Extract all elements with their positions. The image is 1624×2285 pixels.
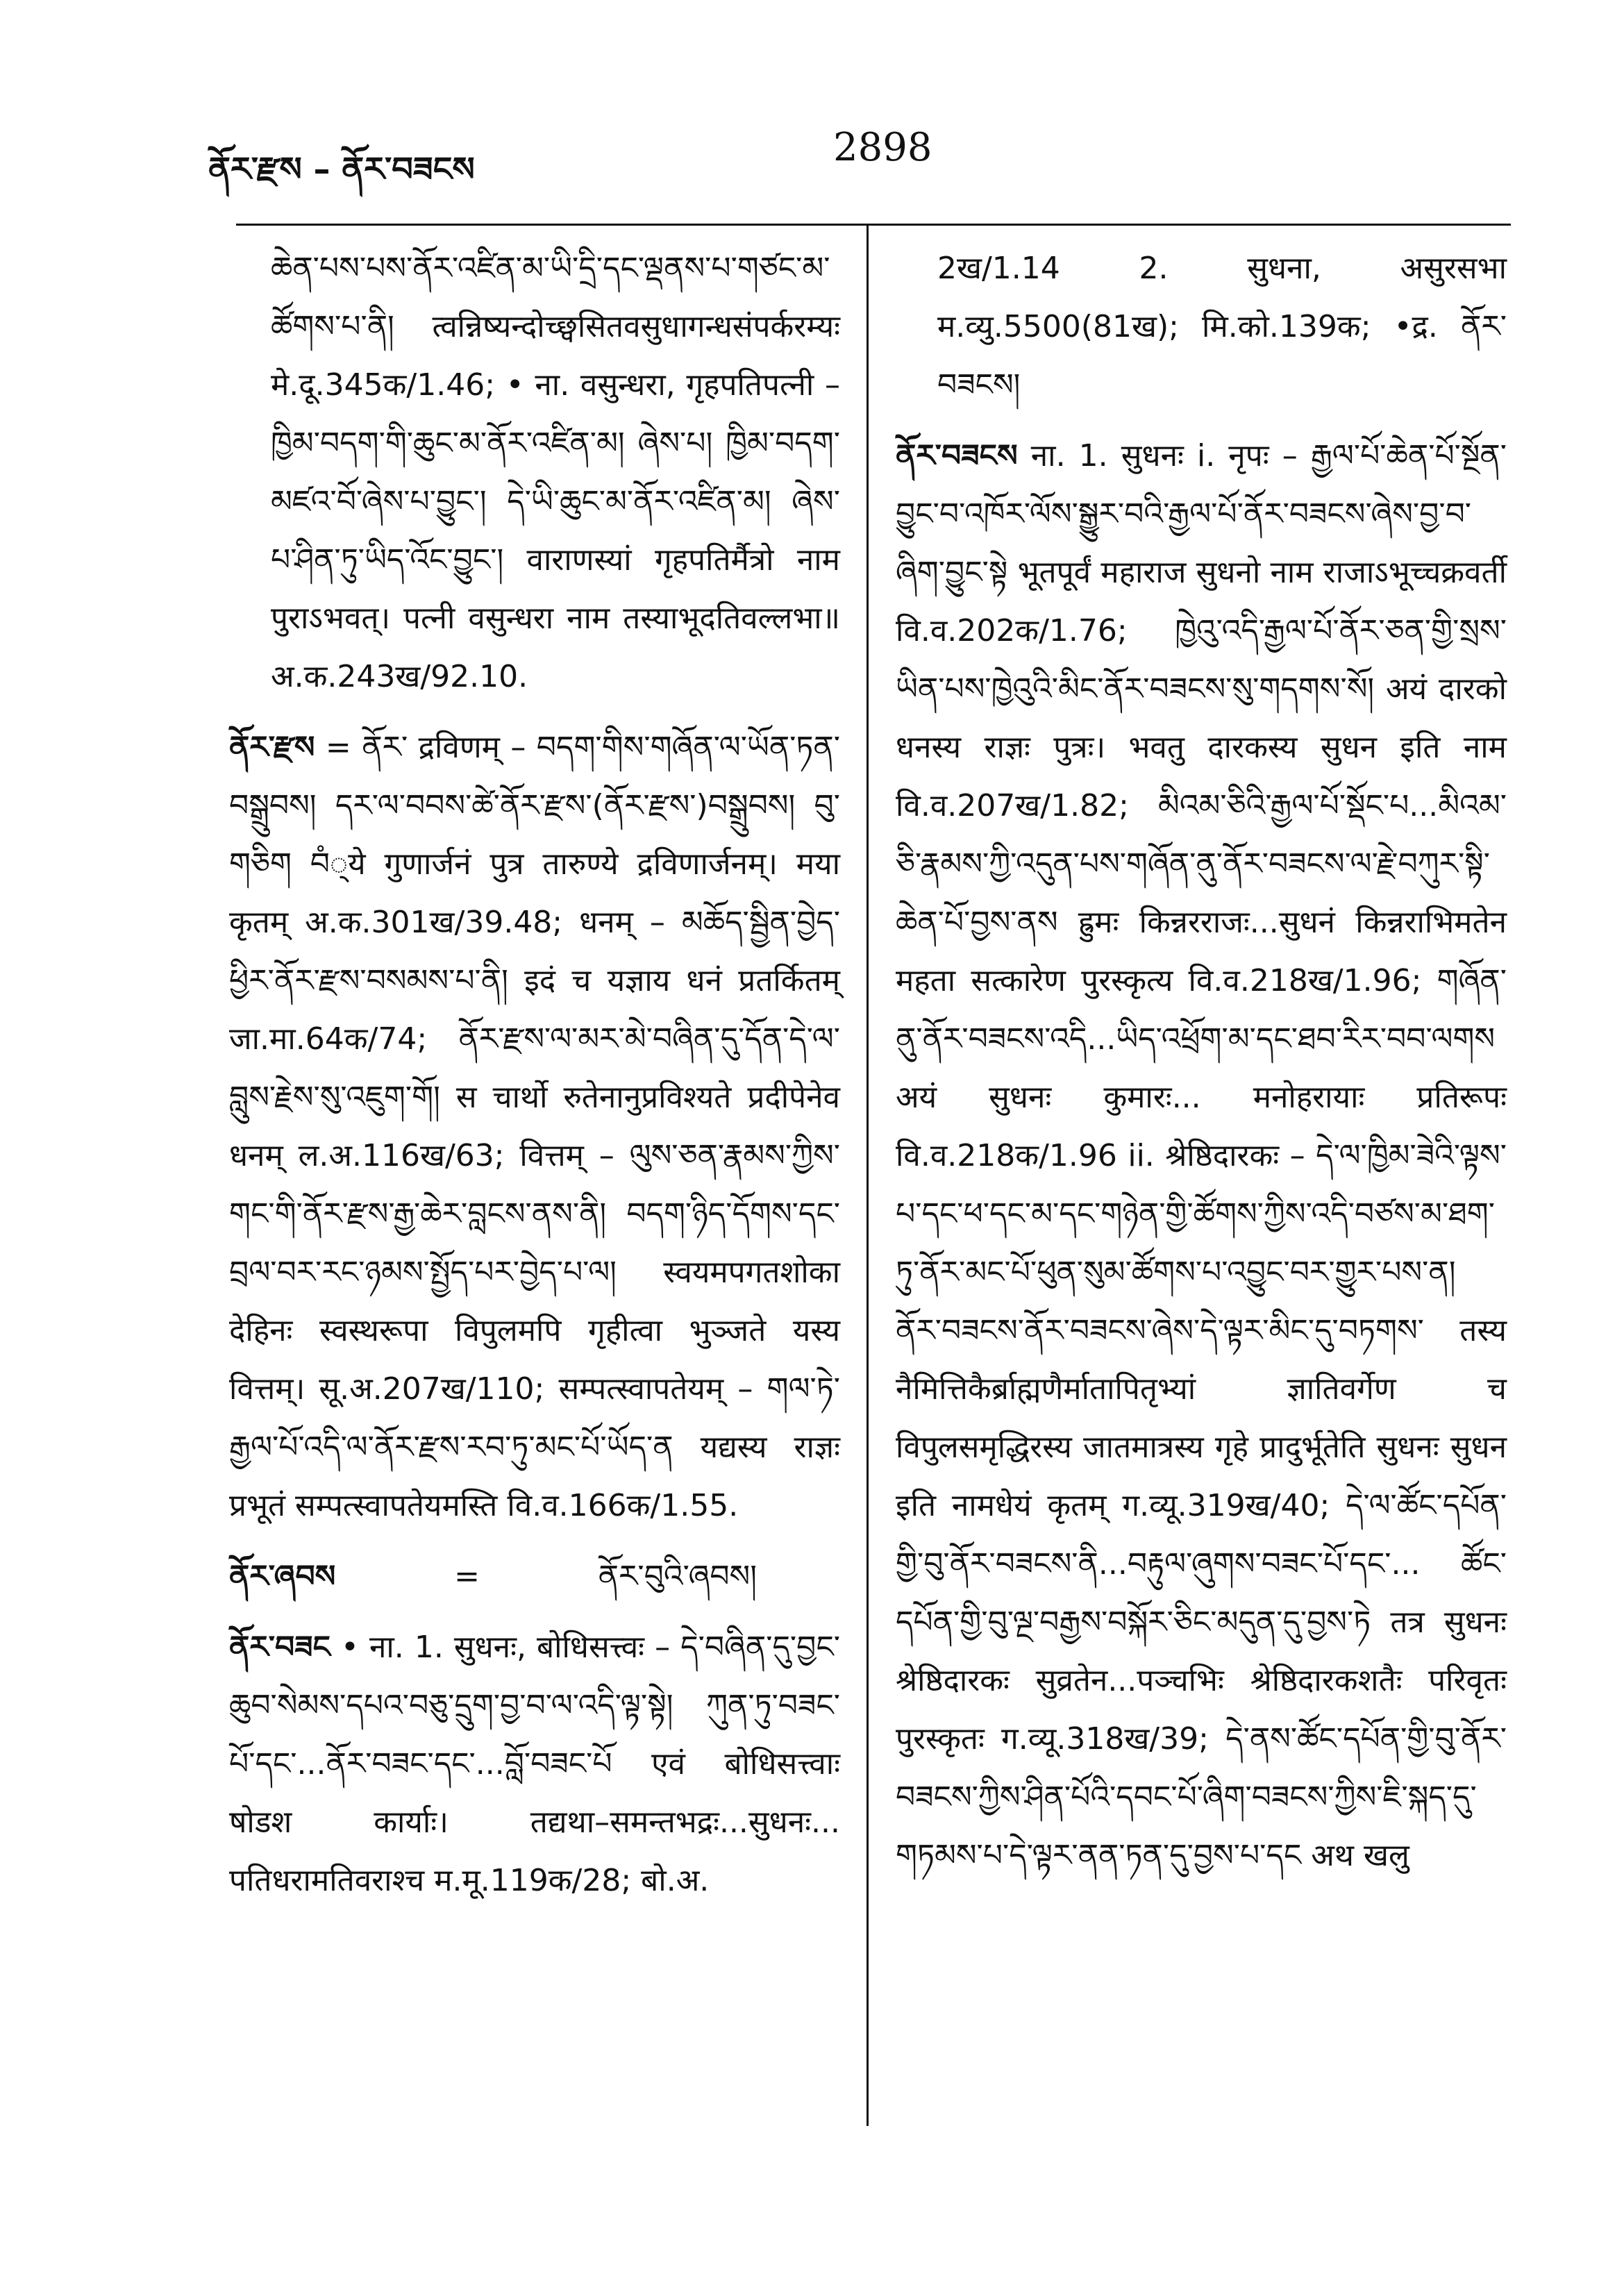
entry-headword: ནོར་བཟངས [896, 438, 1018, 474]
crossref-line [229, 1548, 757, 1606]
entry-headword: ནོར་བཟང [229, 1630, 330, 1665]
header-rule [236, 224, 1511, 226]
entry-headword: ནོར་རྫས [229, 730, 315, 765]
entry-continuation: 2ख/1.14 2. सुधना, असुरसभा म.व्यु.5500(81ख); मि.को.139क; •द्र. ནོར་བཟངས། [937, 251, 1507, 403]
entry-body: ना. 1. सुधनः i. नृपः – རྒྱལ་པོ་ཆེན་པོ་སྔོན་བྱུང་བ་འཁོར་ལོས་སྒྱུར་བའི་རྒྱལ་པོ་ནོར་བཟངས་ཞེས་བྱ་བ་ཞིག་བྱུང་སྟེ भूतपूर्वं महाराज सुधनो नाम राजाऽभूच्चक्रवर्ती वि.व.202क/1.76; ཁྱེའུ་འདི་རྒྱལ་པོ་ནོར་ཅན་གྱི་སྲས་ཡིན་པས་ཁྱེའུའི་མིང་ནོར་བཟངས་སུ་གདགས་སོ། अयं दारको धनस्य राज्ञः पुत्रः। भवतु दारकस्य सुधन इति नाम वि.व.207ख/1.82; མིའམ་ཅིའི་རྒྱལ་པོ་སྡོང་པ...མིའམ་ཅི་རྣམས་ཀྱི་འདུན་པས་གཞོན་ནུ་ནོར་བཟངས་ལ་རྗེ་བཀུར་སྟི་ཆེན་པོ་བྱས་ནས ह्रुमः किन्नरराजः...सुधनं किन्नराभिमतेन महता सत्कारेण पुरस्कृत्य वि.व.218ख/1.96; གཞོན་ནུ་ནོར་བཟངས་འདི...ཡིད་འཕྲོག་མ་དང་ཐབ་རིར་བབ་ལགས अयं सुधनः कुमारः... मनोहरायाः प्रतिरूपः वि.व.218क/1.96 ii. श्रेष्ठिदारकः – དེ་ལ་ཁྱིམ་ཟེའི་ལྟས་པ་དང་ཕ་དང་མ་དང་གཉེན་གྱི་ཚོགས་ཀྱིས་འདི་བཙས་མ་ཐག་ཏུ་ནོར་མང་པོ་ཕུན་སུམ་ཚོགས་པ་འབྱུང་བར་གྱུར་པས་ན། ནོར་བཟངས་ནོར་བཟངས་ཞེས་དེ་ལྟར་མིང་དུ་བཏགས་ तस्य नैमित्तिकैर्ब्राह्मणैर्मातापितृभ्यां ज्ञातिवर्गेण च विपुलसमृद्धिरस्य जातमात्रस्य गृहे प्रादुर्भूतेति सुधनः सुधन इति नामधेयं कृतम् ग.व्यू.319ख/40; དེ་ལ་ཚོང་དཔོན་གྱི་བུ་ནོར་བཟངས་ནི...བརྟུལ་ཞུགས་བཟང་པོ་དང་... ཚོང་དཔོན་གྱི་བུ་ལྔ་བརྒྱས་བསྐོར་ཅིང་མདུན་དུ་བྱས་ཏེ तत्र सुधनः श्रेष्ठिदारकः सुव्रतेन...पञ्चभिः श्रेष्ठिदारकशतैः परिवृतः पुरस्कृतः ग.व्यू.318ख/39; དེ་ནས་ཚོང་དཔོན་གྱི་བུ་ནོར་བཟངས་ཀྱིས་ཤིན་པོའི་དབང་པོ་ཞིག་བཟངས་ཀྱིས་ཇི་སྐད་དུ་གཏམས་པ་དེ་ལྟར་ནན་ཏན་དུ་བྱས་པ་དང अथ खलु [896, 438, 1507, 1873]
left-column [229, 240, 840, 1923]
dictionary-entry-crossref [229, 1548, 840, 1606]
crossref-target: ནོར་བུའི་ཞབས། [598, 1559, 757, 1594]
entry-body: = ནོར་ द्रविणम् – བདག་གིས་གཞོན་ལ་ཡོན་ཏན་བསྒྲུབས། དར་ལ་བབས་ཚེ་ནོར་རྫས་(ནོར་རྫས་)བསྒྲུབས། བུ་གཅིག བཾ्ये गुणार्जनं पुत्र तारुण्ये द्रविणार्जनम्। मया कृतम् अ.क.301ख/39.48; धनम् – མཆོད་སྦྱིན་བྱེད་ཕྱིར་ནོར་རྫས་བསམས་པ་ནི། इदं च यज्ञाय धनं प्रतर्कितम् जा.मा.64क/74; ནོར་རྫས་ལ་མར་མེ་བཞིན་དུ་དོན་དེ་ལ་བླུས་རྗེས་སུ་འཇུག་གོ། स चार्थो रुतेनानुप्रविश्यते प्रदीपेनेव धनम् ल.अ.116ख/63; वित्तम् – ལུས་ཅན་རྣམས་ཀྱིས་གང་གི་ནོར་རྫས་རྒྱ་ཆེར་བླངས་ནས་ནི། བདག་ཉིད་དོགས་དང་བྲལ་བར་རང་ཉམས་སྤྱོད་པར་བྱེད་པ་ལ། स्वयमपगतशोका देहिनः स्वस्थरूपा विपुलमपि गृहीत्वा भुञ्जते यस्य वित्तम्। सू.अ.207ख/110; सम्पत्स्वापतेयम् – གལ་ཏེ་རྒྱལ་པོ་འདི་ལ་ནོར་རྫས་རབ་ཏུ་མང་པོ་ཡོད་ན यद्यस्य राज्ञः प्रभूतं सम्पत्स्वापतेयमस्ति वि.व.166क/1.55. [229, 730, 840, 1523]
entry-headword: ནོར་ཞབས [229, 1559, 336, 1594]
running-head-guide-words: ནོར་རྫས – ནོར་བཟངས [208, 150, 475, 189]
entry-body: • ना. 1. सुधनः, बोधिसत्त्वः – དེ་བཞིན་དུ་བྱང་ཆུབ་སེམས་དཔའ་བཅུ་དྲུག་བྱ་བ་ལ་འདི་ལྟ་སྟེ། ཀུན་ཏུ་བཟང་པོ་དང་...ནོར་བཟང་དང་...བློ་བཟང་པོ एवं बोधिसत्त्वाः षोडश कार्याः। तद्यथा–समन्तभद्रः...सुधनः... पतिधरामतिवराश्च म.मू.119क/28; बो.अ. [229, 1630, 840, 1898]
dictionary-entry [896, 427, 1507, 1885]
page-number: 2898 [833, 125, 932, 170]
crossref-sign: = [454, 1559, 480, 1594]
dictionary-entry [229, 719, 840, 1535]
entry-continuation: ཆེན་པས་པས་ནོར་འཛིན་མ་ཡི་དྲི་དང་ལྡནས་པ་གཙང་མ་ཚོགས་པ་ནི། त्वन्निष्यन्दोच्छ्वसितवसुधागन्धसंपर्करम्यः मे.दू.345क/1.46; • ना. वसुन्धरा, गृहपतिपत्नी – ཁྱིམ་བདག་གི་ཆུང་མ་ནོར་འཛིན་མ། ཞེས་པ། ཁྱིམ་བདག་མཛའ་བོ་ཞེས་པ་བྱུང་། དེ་ཡི་ཆུང་མ་ནོར་འཛིན་མ། ཞེས་པ་ཤིན་ཏུ་ཡིད་འོང་བྱུང་། वाराणस्यां गृहपतिर्मैत्रो नाम पुराऽभवत्। पत्नी वसुन्धरा नाम तस्याभूदतिवल्लभा॥ अ.क.243ख/92.10. [271, 251, 840, 694]
column-divider [867, 224, 869, 2126]
dictionary-entry [229, 1618, 840, 1910]
page-header [208, 125, 1514, 187]
right-column [896, 240, 1507, 1898]
